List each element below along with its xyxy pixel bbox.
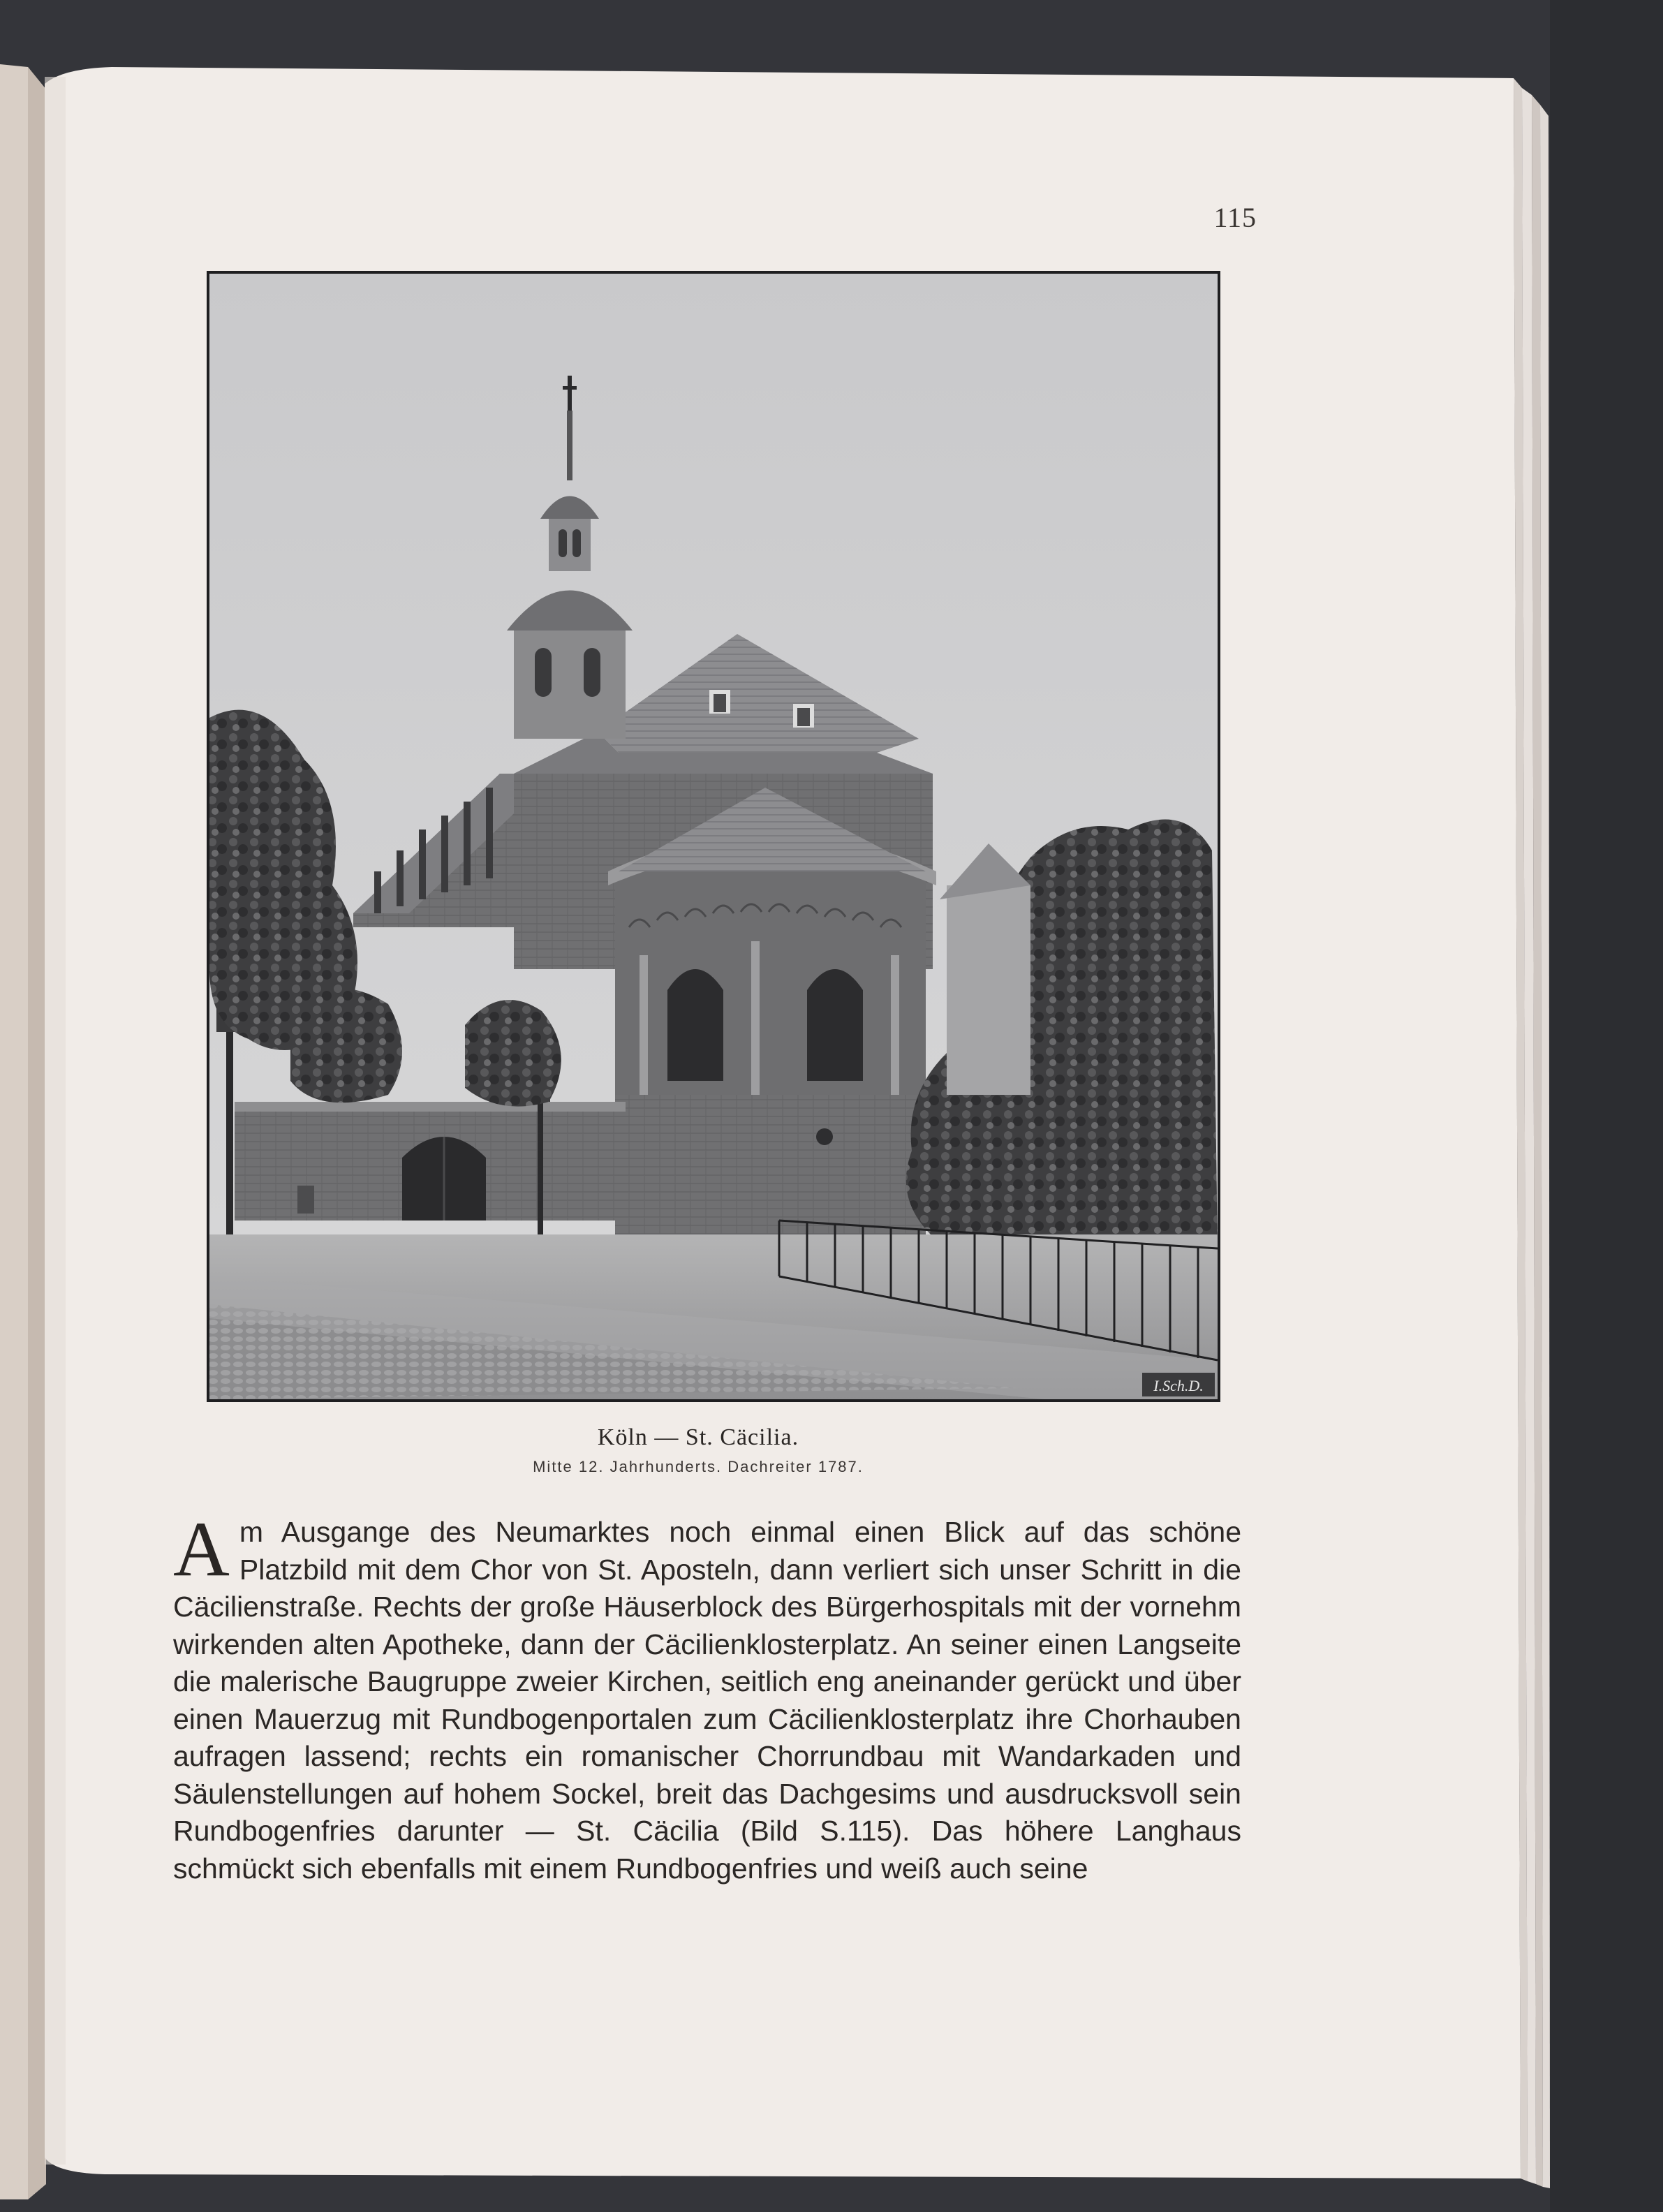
figure-caption-subtitle: Mitte 12. Jahrhunderts. Dachreiter 1787.: [533, 1458, 864, 1475]
page-number: 115: [1213, 202, 1257, 233]
church-photograph: [207, 271, 1220, 1402]
drop-cap: A: [173, 1506, 230, 1593]
figure-caption-title: Köln — St. Cäcilia.: [597, 1424, 799, 1450]
body-text: m Ausgange des Neumarktes noch einmal einen Blick auf das schöne Platzbild mit dem Chor von St. Aposteln, dann verliert sich unser Schritt in die Cäcilienstraße. Rechts der große Häuserblock des Bürgerhospitals mit der vornehm wirkenden alten Apotheke, dann der Cäcilienklosterplatz. An seiner einen Langseite die malerische Baugruppe zweier Kirchen, seitlich eng aneinander gerückt und über einen Mauerzug mit Rundbogenportalen zum Cäcilienklosterplatz ihre Chorhauben aufragen lassend; rechts ein romanischer Chorrundbau mit Wandarkaden und Säulenstellungen auf hohem Sockel, breit das Dachgesims und ausdrucksvoll sein Rundbogenfries darunter — St. Cäcilia (Bild S.115). Das höhere Langhaus schmückt sich ebenfalls mit einem Rundbogenfries und weiß auch seine: [173, 1516, 1241, 1885]
photo-signature: I.Sch.D.: [1153, 1377, 1204, 1394]
body-paragraph: [173, 1506, 1241, 1887]
